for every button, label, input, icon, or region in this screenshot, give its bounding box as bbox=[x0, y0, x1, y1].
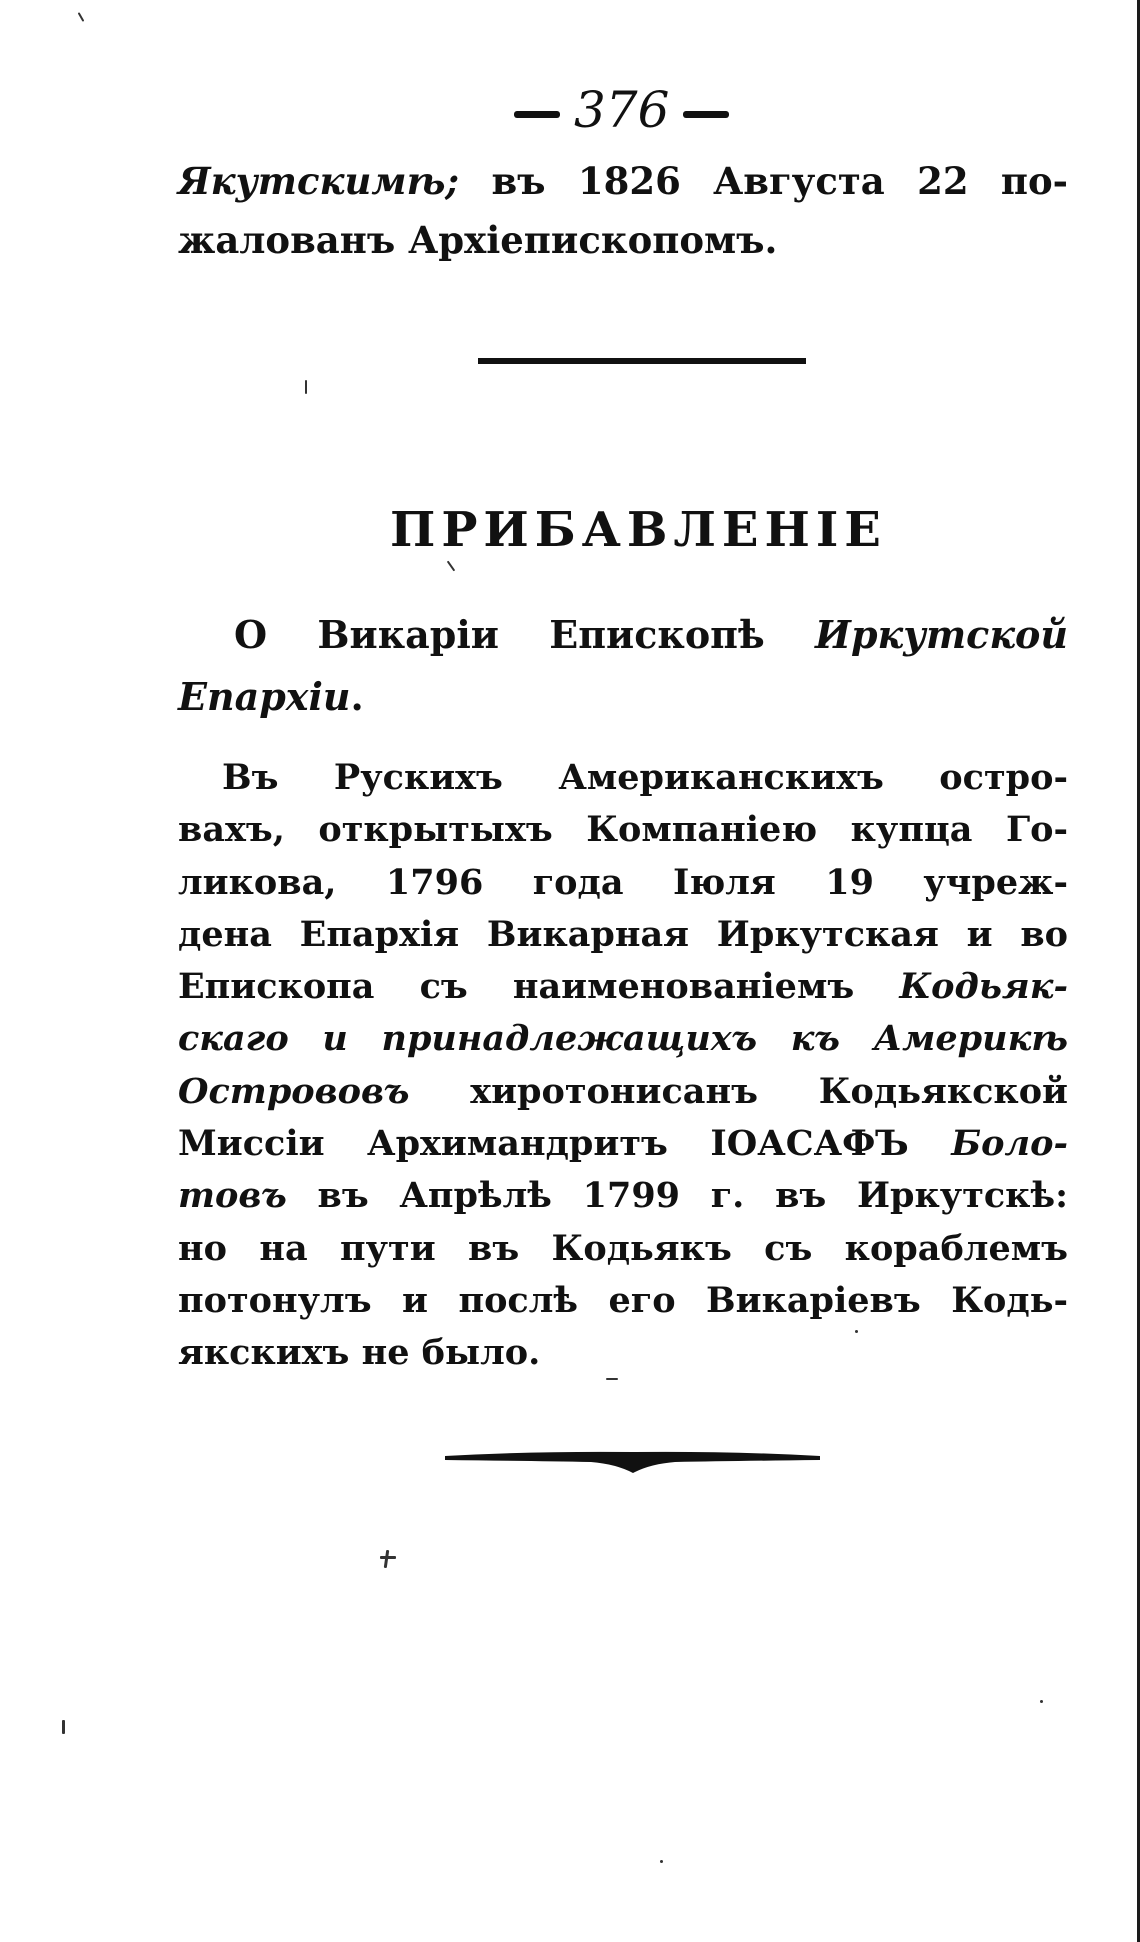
subtitle-line-2 bbox=[178, 666, 1068, 728]
subtitle-italic: Иркутской bbox=[815, 612, 1069, 657]
scan-speck bbox=[1040, 1700, 1043, 1703]
body-line-10 bbox=[178, 1223, 1068, 1275]
scan-speck bbox=[78, 12, 85, 22]
body-line-12 bbox=[178, 1327, 1068, 1379]
body-line-11 bbox=[178, 1275, 1068, 1327]
scan-speck bbox=[380, 1556, 396, 1559]
subtitle-line-1 bbox=[178, 604, 1068, 666]
section-divider-rule bbox=[478, 358, 806, 364]
body-line-4 bbox=[178, 909, 1068, 961]
carry-over-line-1 bbox=[178, 152, 1068, 211]
body-line-12-text: якскихъ не было. bbox=[178, 1332, 541, 1374]
body-line-7-italic: Острововъ bbox=[178, 1070, 410, 1112]
section-heading: ПРИБАВЛЕНІЕ bbox=[390, 502, 887, 558]
scan-speck bbox=[855, 1330, 858, 1333]
body-line-7 bbox=[178, 1066, 1068, 1118]
body-line-1-text: Въ Рускихъ Американскихъ остро- bbox=[222, 757, 1068, 798]
page-number bbox=[500, 80, 740, 140]
carry-over-line-1-rest: въ 1826 Августа 22 по- bbox=[491, 159, 1068, 203]
scan-speck bbox=[305, 380, 307, 394]
subtitle-line-2-italic: Епархіи bbox=[178, 674, 351, 719]
carry-over-line-2: жалованъ Архіепископомъ. bbox=[178, 218, 778, 262]
body-line-8 bbox=[178, 1118, 1068, 1170]
scan-speck bbox=[447, 561, 456, 572]
body-line-2-text: вахъ, открытыхъ Компаніею купца Го- bbox=[178, 809, 1068, 851]
carry-over-italic-word: Якутскимѣ; bbox=[178, 159, 460, 203]
body-line-2 bbox=[178, 804, 1068, 856]
scan-speck bbox=[660, 1860, 663, 1863]
body-line-7-text: хиротонисанъ Кодьякской bbox=[409, 1070, 1068, 1112]
page-number-dash-right bbox=[683, 111, 729, 118]
body-line-4-text: дена Епархія Викарная Иркутская и во bbox=[178, 913, 1068, 955]
body-line-1 bbox=[178, 752, 1068, 804]
page-number-text: 376 bbox=[574, 81, 670, 139]
closing-ornament-rule bbox=[445, 1445, 820, 1475]
scan-speck bbox=[384, 1550, 389, 1568]
body-line-9-italic: товъ bbox=[178, 1175, 287, 1217]
body-line-3-text: ликова, 1796 года Іюля 19 учреж- bbox=[178, 861, 1068, 903]
scan-speck bbox=[62, 1720, 65, 1734]
section-subtitle bbox=[178, 604, 1068, 728]
body-line-6 bbox=[178, 1013, 1068, 1065]
body-line-5 bbox=[178, 961, 1068, 1013]
body-line-9-text: въ Апрѣлѣ 1799 г. въ Иркутскѣ: bbox=[286, 1175, 1068, 1217]
body-line-5-italic: Кодьяк- bbox=[899, 966, 1068, 1008]
body-line-5-text: Епископа съ наименованіемъ bbox=[178, 966, 900, 1008]
body-line-3 bbox=[178, 857, 1068, 909]
body-line-11-text: потонулъ и послѣ его Викаріевъ Кодь- bbox=[178, 1279, 1068, 1321]
subtitle-line-2-end: . bbox=[350, 674, 364, 719]
body-line-10-text: но на пути въ Кодьякъ съ кораблемъ bbox=[178, 1227, 1068, 1269]
body-line-6-text: скаго и принадлежащихъ къ Америкѣ bbox=[178, 1018, 1068, 1060]
subtitle-plain: О Викаріи Епископѣ bbox=[234, 612, 765, 657]
body-line-8-text: Миссіи Архимандритъ ІОАСАФЪ bbox=[178, 1123, 952, 1165]
body-line-9 bbox=[178, 1170, 1068, 1222]
body-paragraph bbox=[178, 752, 1068, 1380]
body-line-8-italic: Боло- bbox=[951, 1123, 1068, 1165]
scan-speck bbox=[606, 1378, 618, 1380]
page-number-dash-left bbox=[514, 111, 560, 118]
carry-over-paragraph bbox=[178, 152, 1068, 270]
